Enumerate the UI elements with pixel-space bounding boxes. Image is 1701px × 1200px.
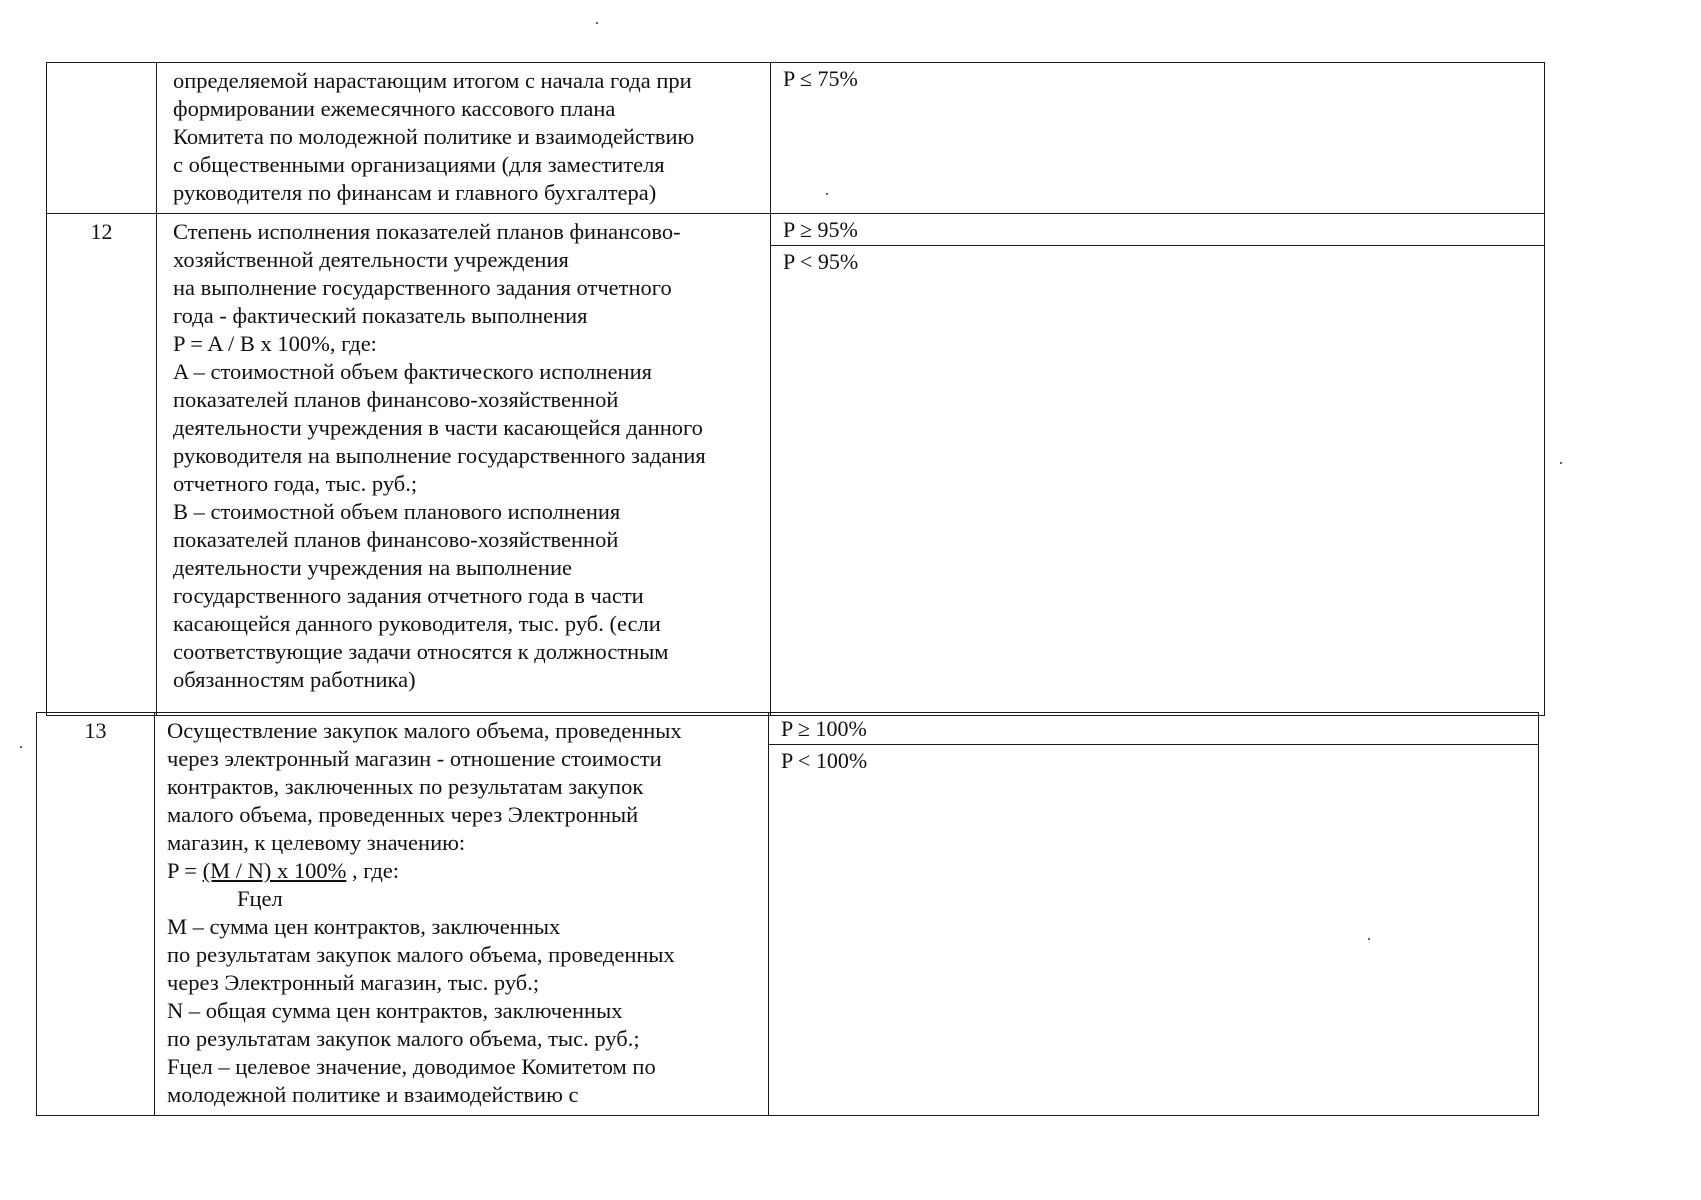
description-line: через Электронный магазин, тыс. руб.; (167, 970, 540, 995)
description-line: с общественными организациями (для заместителя (173, 152, 665, 177)
scan-speck (596, 22, 598, 24)
table-row-13 (37, 713, 1539, 1116)
description-line: Fцел – целевое значение, доводимое Комитетом по (167, 1054, 656, 1079)
description-line: по результатам закупок малого объема, тыс. руб.; (167, 1026, 640, 1051)
description-line: B – стоимостной объем планового исполнения (173, 499, 621, 524)
formula-line (167, 857, 762, 885)
description-line: хозяйственной деятельности учреждения (173, 247, 569, 272)
description-line: руководителя по финансам и главного бухгалтера) (173, 180, 657, 205)
criteria-cell (771, 63, 1545, 214)
criteria-cell (769, 713, 1539, 1116)
description-line: через электронный магазин - отношение стоимости (167, 746, 662, 771)
description-line: соответствующие задачи относятся к должностным (173, 639, 669, 664)
description-line: на выполнение государственного задания отчетного (173, 275, 672, 300)
description-line: обязанностям работника) (173, 667, 416, 692)
row-number-cell: 12 (47, 214, 157, 716)
criterion-value: P ≥ 95% (771, 214, 1544, 246)
description-line: малого объема, проведенных через Электронный (167, 802, 639, 827)
description-line: P = A / B x 100%, где: (173, 331, 377, 356)
description-line: касающейся данного руководителя, тыс. руб. (если (173, 611, 661, 636)
criteria-table-bottom (36, 712, 1539, 1116)
description-line: магазин, к целевому значению: (167, 830, 466, 855)
criterion-value: P ≥ 100% (769, 713, 1538, 745)
description-line: деятельности учреждения на выполнение (173, 555, 572, 580)
description-cell (157, 214, 771, 716)
row-number-cell (47, 63, 157, 214)
criteria-cell (771, 214, 1545, 716)
criterion-value: P < 95% (783, 249, 859, 274)
description-line: показателей планов финансово-хозяйственной (173, 387, 619, 412)
criterion-value: P ≤ 75% (783, 66, 858, 91)
description-line: N – общая сумма цен контрактов, заключенных (167, 998, 623, 1023)
formula-denominator: Fцел (237, 886, 283, 911)
description-line: года - фактический показатель выполнения (173, 303, 588, 328)
description-cell (155, 713, 769, 1116)
description-line: контрактов, заключенных по результатам закупок (167, 774, 644, 799)
description-line: Степень исполнения показателей планов финансово- (173, 219, 681, 244)
description-line: A – стоимостной объем фактического исполнения (173, 359, 652, 384)
description-line: государственного задания отчетного года в части (173, 583, 644, 608)
formula-numerator: (M / N) x 100% (202, 858, 347, 883)
formula-prefix: P = (167, 858, 203, 883)
scan-speck (20, 746, 22, 748)
description-line: показателей планов финансово-хозяйственной (173, 527, 619, 552)
description-line: по результатам закупок малого объема, проведенных (167, 942, 675, 967)
table-row-12 (47, 214, 1545, 716)
criterion-value: P < 100% (781, 748, 868, 773)
description-line: отчетного года, тыс. руб.; (173, 471, 418, 496)
description-line: молодежной политике и взаимодействию с (167, 1082, 579, 1107)
formula-suffix: , где: (346, 858, 400, 883)
scan-speck (1560, 462, 1562, 464)
description-line: деятельности учреждения в части касающейся данного (173, 415, 703, 440)
row-number-cell: 13 (37, 713, 155, 1116)
description-line: Комитета по молодежной политике и взаимодействию (173, 124, 695, 149)
description-line: руководителя на выполнение государственного задания (173, 443, 706, 468)
description-cell (157, 63, 771, 214)
description-line: формировании ежемесячного кассового плана (173, 96, 616, 121)
criteria-table-top (46, 62, 1545, 716)
description-line: M – сумма цен контрактов, заключенных (167, 914, 561, 939)
description-line: Осуществление закупок малого объема, проведенных (167, 718, 682, 743)
description-line: определяемой нарастающим итогом с начала года при (173, 68, 692, 93)
table-row-continuation (47, 63, 1545, 214)
